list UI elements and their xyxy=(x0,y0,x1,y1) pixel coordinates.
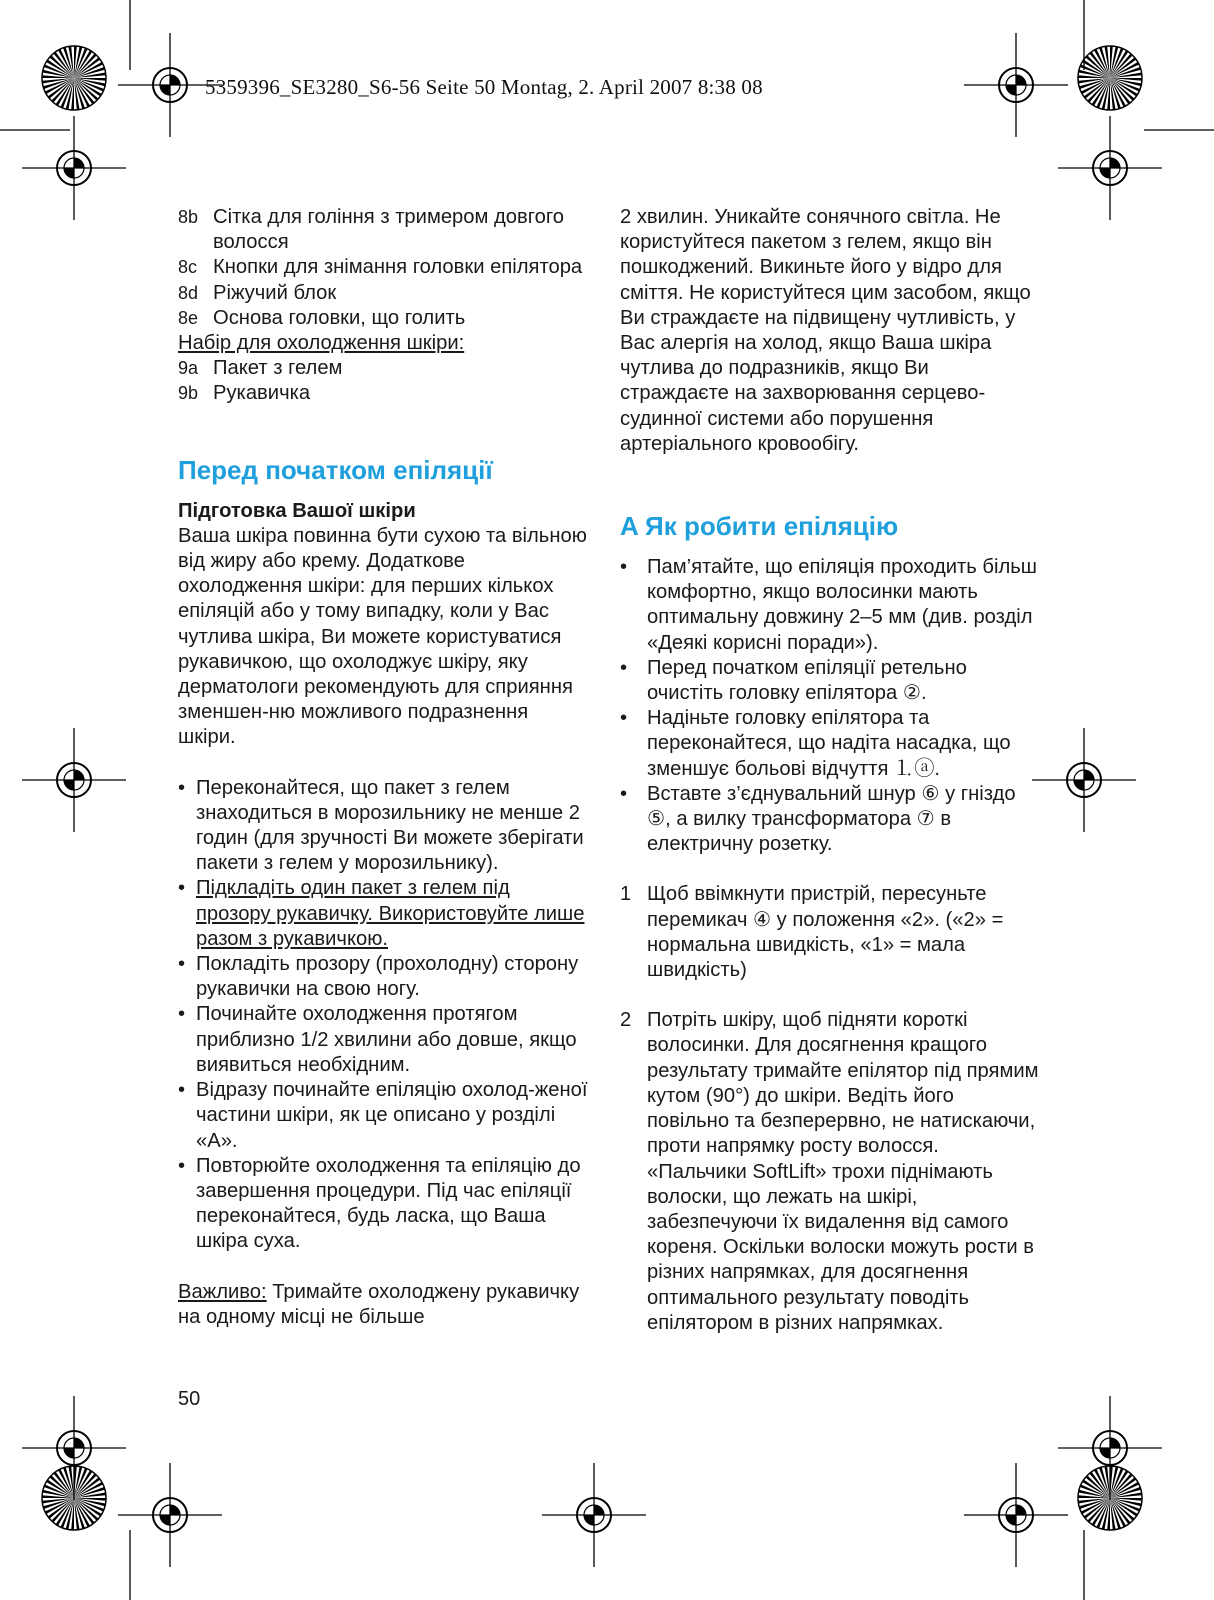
legend-number: 8b xyxy=(178,207,199,227)
legend-text: Пакет з гелем xyxy=(213,357,343,380)
important-note xyxy=(178,1280,588,1330)
step-number: 2 xyxy=(620,1009,632,1032)
step-text: Потріть шкіру, щоб підняти короткі волосинки. Для досягнення кращого результату тримайте епілятор під прямим кутом (90°) до шкіри. Ведіть його повільно та безперервно, не натискаючи, проти напрямку росту волосся. «Пальчики SoftLift» трохи піднімають волоски, що лежать на шкірі, забезпечуючи їх видалення від самого кореня. Оскільки волоски можуть рости в різних напрямках, для досягнення оптимального результату поводіть епілятором в різних напрямках. xyxy=(647,1009,1039,1334)
bullet-icon: • xyxy=(178,1079,186,1102)
bullet-text: Підкладіть один пакет з гелем під прозору рукавичку. Використовуйте лише разом з рукавичкою. xyxy=(196,877,585,950)
crosshair-icon xyxy=(964,1463,1068,1567)
crosshair-icon xyxy=(22,728,126,832)
bullet-icon: • xyxy=(620,556,628,579)
legend-text: Основа головки, що голить xyxy=(213,306,466,329)
subheading-skin-prep: Підготовка Вашої шкіри xyxy=(178,499,416,522)
bullet-text: Відразу починайте епіляцію охолод-женої частини шкіри, як це описано у розділі «A». xyxy=(196,1079,588,1152)
page-number: 50 xyxy=(178,1388,201,1410)
print-slug: 5359396_SE3280_S6-56 Seite 50 Montag, 2. April 2007 8:38 08 xyxy=(205,75,763,99)
legend-number: 9a xyxy=(178,358,199,379)
list-item xyxy=(178,1154,588,1255)
bullet-icon: • xyxy=(620,707,628,730)
legend-text: Кнопки для знімання головки епілятора xyxy=(213,256,583,279)
crosshair-icon xyxy=(1058,116,1162,220)
step-text: Щоб ввімкнути пристрій, пересуньте перемикач ④ у положення «2». («2» = нормальна швидкість, «1» = мала швидкість) xyxy=(647,883,1004,982)
list-item xyxy=(178,776,588,877)
crosshair-icon xyxy=(542,1463,646,1567)
bullet-text: Перед початком епіляції ретельно очистіть головку епілятора ②. xyxy=(647,656,967,705)
right-column xyxy=(620,205,1040,1336)
starburst-icon xyxy=(42,1466,106,1530)
legend-item xyxy=(178,356,588,381)
legend-text: Рукавичка xyxy=(213,382,311,405)
important-text: Тримайте охолоджену рукавичку на одному місці не більше xyxy=(178,1280,580,1328)
continuation-paragraph: 2 хвилин. Уникайте сонячного світла. Не користуйтеся пакетом з гелем, якщо він пошкоджений. Викиньте його у відро для сміття. Не користуйтеся цим засобом, якщо Ви страждаєте на підвищену чутливість, у Вас алергія на холод, якщо Ваша шкіра чутлива до подразників, якщо Ви страждаєте на захворювання серцево-судинної системи або порушення артеріального кровообігу. xyxy=(620,206,1031,455)
list-item xyxy=(178,952,588,1002)
crosshair-icon xyxy=(1032,728,1136,832)
crosshair-icon xyxy=(118,1463,222,1567)
bullet-icon: • xyxy=(178,1154,186,1177)
list-item xyxy=(178,1078,588,1154)
list-item xyxy=(620,656,1040,706)
crosshair-icon xyxy=(964,33,1068,137)
legend-number: 9b xyxy=(178,383,199,404)
intro-paragraph: Ваша шкіра повинна бути сухою та вільною від жиру або крему. Додаткове охолодження шкіри: для перших кількох епіляцій або у тому випадку, коли у Вас чутлива шкіра, Ви можете користуватися рукавичкою, що охолоджує шкіру, яку дерматологи рекомендують для сприяння зменшен-ню можливого подразнення шкіри. xyxy=(178,524,587,749)
epilation-bullets xyxy=(620,555,1040,857)
bullet-icon: • xyxy=(178,877,186,900)
legend-number: 8d xyxy=(178,282,199,303)
parts-legend xyxy=(178,205,588,407)
bullet-text: Повторюйте охолодження та епіляцію до завершення процедури. Під час епіляції переконайтеся, будь ласка, що Ваша шкіра суха. xyxy=(196,1154,581,1253)
legend-number: 8c xyxy=(178,257,198,278)
legend-item xyxy=(178,281,588,306)
bullet-icon: • xyxy=(178,776,186,799)
section-title-before-epilation: Перед початком епіляції xyxy=(178,454,493,485)
legend-number: 8e xyxy=(178,307,199,328)
bullet-text: Надіньте головку епілятора та переконайтеся, що надіта насадка, що зменшує больові відчуття ⒈ⓐ. xyxy=(647,707,1011,780)
bullet-text: Вставте з’єднувальний шнур ⑥ у гніздо ⑤, а вилку трансформатора ⑦ в електричну розетку. xyxy=(647,782,1016,856)
numbered-steps xyxy=(620,882,1040,1335)
list-item xyxy=(620,782,1040,858)
starburst-icon xyxy=(1078,46,1142,110)
legend-text: Сітка для гоління з тримером довгого волосся xyxy=(213,206,565,254)
list-item xyxy=(178,876,588,952)
legend-text: Ріжучий блок xyxy=(213,281,337,304)
step-number: 1 xyxy=(620,883,632,906)
bullet-text: Покладіть прозору (прохолодну) сторону рукавички на свою ногу. xyxy=(196,953,579,1001)
bullet-icon: • xyxy=(620,656,628,679)
bullet-icon: • xyxy=(178,1003,186,1026)
bullet-text: Пам’ятайте, що епіляція проходить більш комфортно, якщо волосинки мають оптимальну довжину 2–5 мм (див. розділ «Деякі корисні поради»). xyxy=(647,556,1037,654)
starburst-icon xyxy=(1078,1466,1142,1530)
cooling-bullets xyxy=(178,776,588,1255)
legend-item xyxy=(178,306,588,331)
legend-item xyxy=(178,381,588,406)
list-item xyxy=(620,706,1040,782)
crosshair-icon xyxy=(22,116,126,220)
step-item xyxy=(620,882,1040,983)
bullet-icon: • xyxy=(620,782,628,805)
list-item xyxy=(620,555,1040,656)
starburst-icon xyxy=(42,46,106,110)
step-item xyxy=(620,1008,1040,1336)
cooling-set-label: Набір для охолодження шкіри: xyxy=(178,332,465,355)
bullet-icon: • xyxy=(178,953,186,976)
list-item xyxy=(178,1002,588,1078)
left-column xyxy=(178,205,588,1330)
bullet-text: Переконайтеся, що пакет з гелем знаходиться в морозильнику не менше 2 годин (для зручності Ви можете зберігати пакети з гелем у морозильнику). xyxy=(196,776,584,875)
bullet-text: Починайте охолодження протягом приблизно 1/2 хвилини або довше, якщо виявиться необхідним. xyxy=(196,1003,577,1076)
section-title-how-to-epilate: A Як робити епіляцію xyxy=(620,511,899,542)
legend-item xyxy=(178,205,588,255)
legend-item xyxy=(178,255,588,280)
important-label: Важливо: xyxy=(178,1280,267,1303)
